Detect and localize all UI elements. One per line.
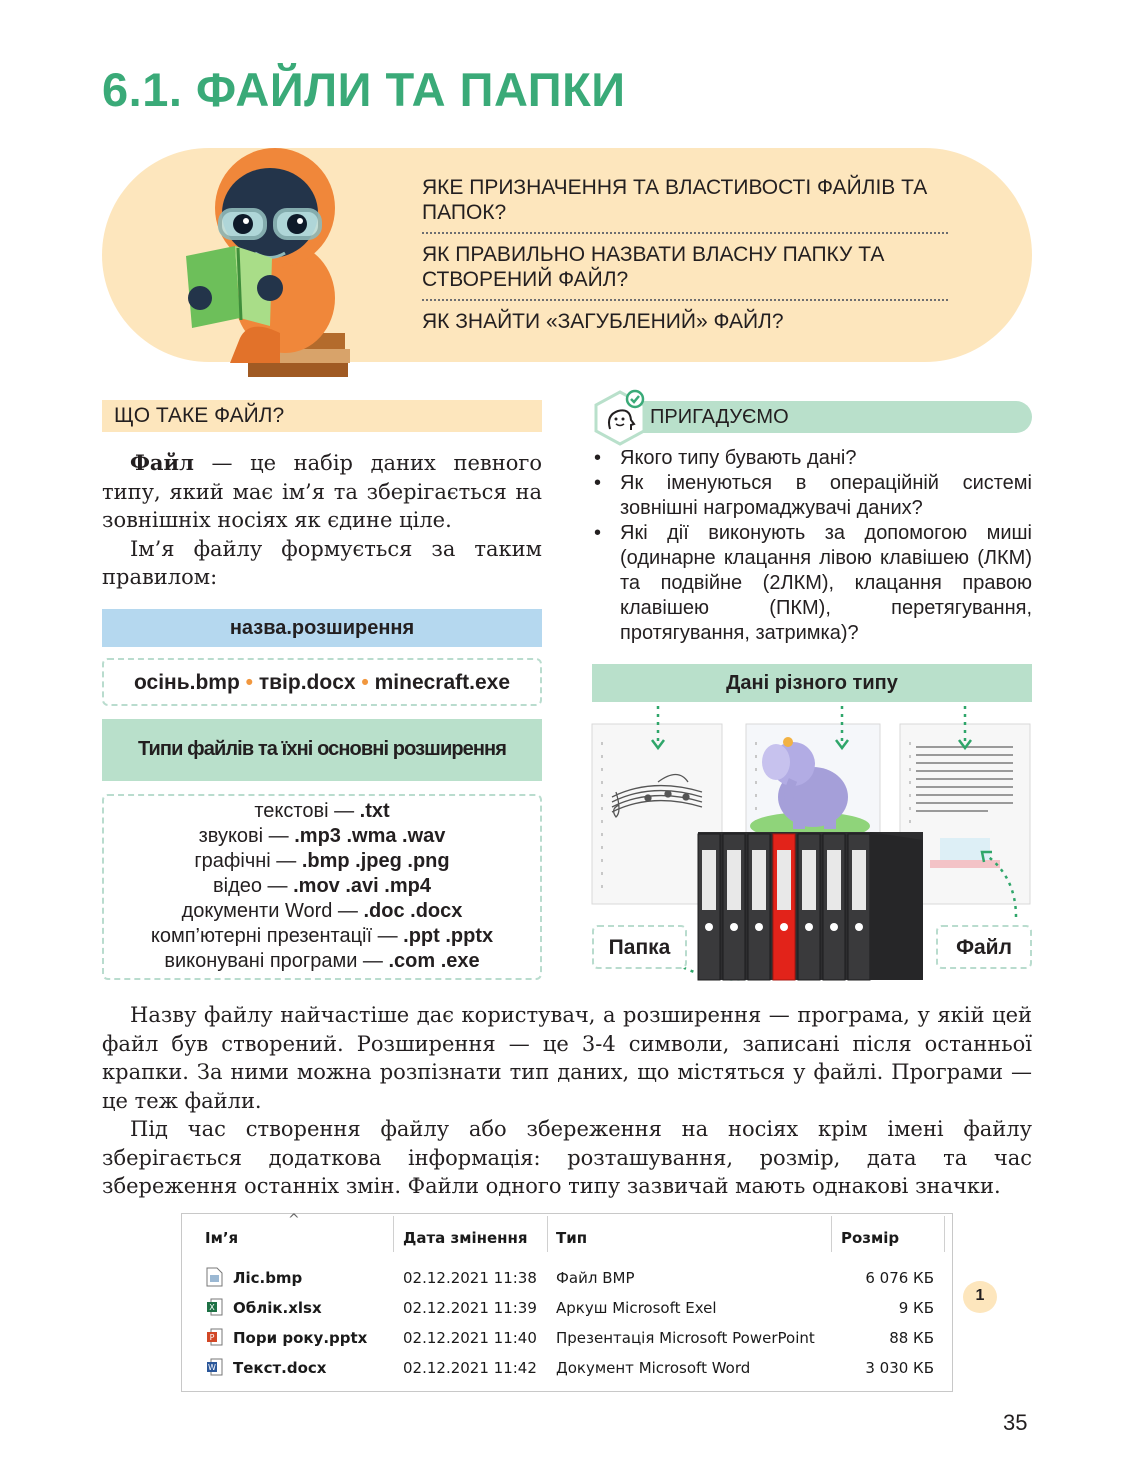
table-row[interactable] xyxy=(182,1264,952,1294)
definition-body: — це набір даних певного типу, який має ім’я та зберігається на зовнішніх носіях як єдине ціле. xyxy=(102,451,542,532)
table-row[interactable] xyxy=(182,1294,952,1324)
file-type-row: документи Word — .doc .docx xyxy=(181,900,463,922)
types-heading: Типи файлів та їхні основні розширення xyxy=(102,719,542,781)
paragraph: Під час створення файлу або збереження на носіях крім імені файлу зберігається додаткова інформація: розташування, розмір, дата та час збереження останніх змін. Файли одного типу зазвичай мають однакові значки. xyxy=(102,1117,1032,1198)
file-name[interactable]: Текст.docx xyxy=(233,1359,327,1377)
robot-reading-illustration xyxy=(180,138,370,378)
bmp-file-icon xyxy=(206,1267,223,1287)
separator-dot: • xyxy=(361,671,369,694)
figure-number-badge: 1 xyxy=(963,1281,997,1313)
svg-text:X: X xyxy=(209,1303,215,1312)
column-divider[interactable] xyxy=(393,1216,394,1252)
column-header-size[interactable]: Розмір xyxy=(841,1229,900,1247)
file-type: Файл BMP xyxy=(556,1269,635,1287)
recall-questions xyxy=(592,446,1032,646)
list-item: • Як іменуються в операційній системі зовнішні нагромаджувачі даних? xyxy=(592,471,1032,521)
question-item: ЯК ЗНАЙТИ «ЗАГУБЛЕНИЙ» ФАЙЛ? xyxy=(422,310,784,333)
file-name[interactable]: Пори року.pptx xyxy=(233,1329,368,1347)
excel-file-icon xyxy=(206,1297,223,1317)
separator-dot: • xyxy=(245,671,253,694)
file-size: 6 076 КБ xyxy=(865,1269,934,1287)
powerpoint-file-icon xyxy=(206,1327,223,1347)
example-name: minecraft.exe xyxy=(374,671,511,694)
column-header-type[interactable]: Тип xyxy=(556,1229,588,1247)
file-name[interactable]: Ліс.bmp xyxy=(233,1269,303,1287)
file-type-row: виконувані програми — .com .exe xyxy=(164,950,480,972)
folder-label: Папка xyxy=(592,925,687,969)
data-types-heading: Дані різного типу xyxy=(592,664,1032,702)
paragraph: Назву файлу найчастіше дає користувач, а розширення — програма, у якій цей файл був створений. Розширення — це 3-4 символи, записані після останньої крапки. За ними можна розпізнати тип даних, що містяться у файлі. Програми — це теж файли. xyxy=(102,1003,1032,1113)
file-type-row: текстові — .txt xyxy=(254,800,390,822)
file-type-row: графічні — .bmp .jpeg .png xyxy=(194,850,450,872)
naming-rule-box: назва.розширення xyxy=(102,609,542,647)
file-size: 3 030 КБ xyxy=(865,1359,934,1377)
file-type-row: відео — .mov .avi .mp4 xyxy=(213,875,431,897)
file-name[interactable]: Облік.xlsx xyxy=(233,1299,322,1317)
key-questions xyxy=(422,173,948,347)
column-divider[interactable] xyxy=(831,1216,832,1252)
file-date: 02.12.2021 11:40 xyxy=(403,1329,537,1347)
file-type-row: звукові — .mp3 .wma .wav xyxy=(198,825,446,847)
file-date: 02.12.2021 11:42 xyxy=(403,1359,537,1377)
file-type: Презентація Microsoft PowerPoint xyxy=(556,1329,815,1347)
head-check-icon xyxy=(592,389,648,447)
term-file: Файл xyxy=(130,450,194,475)
column-header-date[interactable]: Дата змінення xyxy=(403,1229,528,1247)
list-item: • Якого типу бувають дані? xyxy=(592,446,1032,471)
file-types-list xyxy=(102,794,542,980)
table-row[interactable] xyxy=(182,1354,952,1384)
svg-text:W: W xyxy=(208,1363,216,1372)
recall-heading: ПРИГАДУЄМО xyxy=(622,401,1032,433)
file-label: Файл xyxy=(936,925,1032,969)
example-name: осінь.bmp xyxy=(133,671,240,694)
list-item: • Які дії виконують за допомогою миші (одинарне клацання лівою клавішею (ЛКМ) та подвійне (2ЛКМ), клацання правою клавішею (ПКМ), перетягування, протягування, затримка)? xyxy=(592,521,1032,646)
column-header-name[interactable]: Ім’я xyxy=(205,1229,239,1247)
file-size: 88 КБ xyxy=(889,1329,934,1347)
page-number: 35 xyxy=(1003,1410,1028,1435)
table-row[interactable] xyxy=(182,1324,952,1354)
question-item: ЯКЕ ПРИЗНАЧЕННЯ ТА ВЛАСТИВОСТІ ФАЙЛІВ ТА ПАПОК? xyxy=(422,173,948,234)
section-heading: ЩО ТАКЕ ФАЙЛ? xyxy=(102,400,542,432)
file-date: 02.12.2021 11:38 xyxy=(403,1269,537,1287)
file-type: Аркуш Microsoft Exel xyxy=(556,1299,717,1317)
svg-text:P: P xyxy=(209,1333,215,1342)
file-explorer-table xyxy=(181,1213,953,1392)
page-title: 6.1. ФАЙЛИ ТА ПАПКИ xyxy=(102,63,626,116)
file-size: 9 КБ xyxy=(898,1299,934,1317)
example-name: твір.docx xyxy=(258,671,356,694)
file-date: 02.12.2021 11:39 xyxy=(403,1299,537,1317)
column-divider[interactable] xyxy=(944,1216,945,1252)
column-divider[interactable] xyxy=(547,1216,548,1252)
examples-box xyxy=(102,658,542,706)
body-paragraphs xyxy=(102,1001,1032,1201)
file-type: Документ Microsoft Word xyxy=(556,1359,751,1377)
definition-text xyxy=(102,449,542,592)
sort-arrow-icon: ^ xyxy=(288,1212,300,1228)
recall-block xyxy=(592,389,1032,447)
file-type-row: комп’ютерні презентації — .ppt .pptx xyxy=(150,925,494,947)
question-item: ЯК ПРАВИЛЬНО НАЗВАТИ ВЛАСНУ ПАПКУ ТА СТВОРЕНИЙ ФАЙЛ? xyxy=(422,240,948,301)
naming-rule-text: Ім’я файлу формується за таким правилом: xyxy=(102,536,542,589)
word-file-icon xyxy=(206,1357,223,1377)
